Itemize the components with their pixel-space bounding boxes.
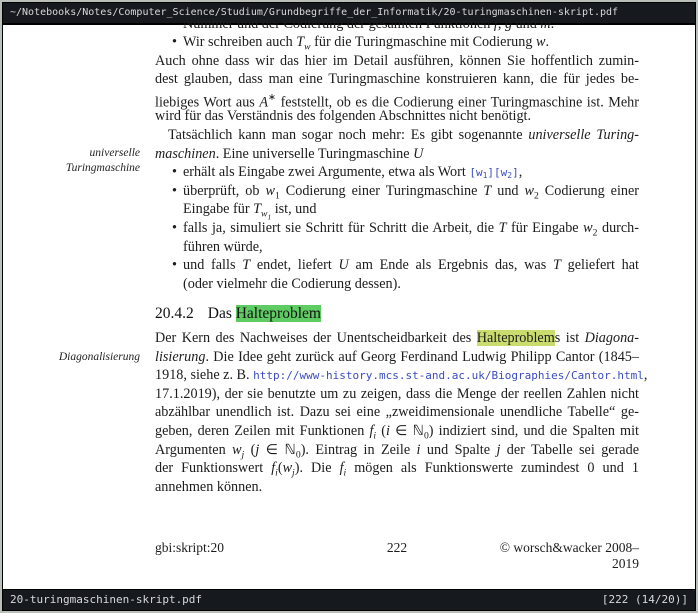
margin-note-line: universelle — [89, 147, 140, 159]
text-segment: Diagona- — [584, 330, 639, 346]
text-segment: , — [518, 164, 523, 181]
text-segment: w — [232, 441, 242, 458]
text-segment: s ist — [554, 330, 585, 346]
text-segment: Nummer und der Codierung der gesamten Funktionen — [183, 15, 494, 32]
text-segment: T — [242, 257, 251, 274]
text-line — [155, 200, 639, 222]
text-segment: U — [413, 145, 424, 162]
text-segment: ( — [277, 460, 283, 477]
margin-note-line: Diagonalisierung — [58, 351, 140, 363]
text-segment: 2 — [507, 171, 513, 181]
text-segment: . — [550, 15, 555, 32]
text-block — [155, 15, 648, 497]
text-segment: , — [643, 367, 648, 384]
text-segment: maschinen — [155, 145, 216, 162]
text-segment: [w — [494, 166, 508, 180]
text-line — [155, 348, 639, 367]
text-segment: T — [483, 182, 492, 199]
text-segment: 20.4.2 — [155, 305, 194, 323]
text-segment: endet, liefert — [250, 257, 339, 274]
text-segment: w — [265, 182, 275, 199]
text-segment: T — [553, 257, 561, 274]
pdf-viewer-window — [2, 2, 696, 611]
bullet-marker: • — [172, 220, 177, 237]
text-segment: j — [496, 441, 501, 458]
bullet-marker: • — [172, 164, 177, 181]
text-segment: 1 — [482, 171, 488, 181]
text-segment: ( — [376, 422, 386, 439]
text-segment: und falls — [183, 257, 243, 274]
text-segment: j — [241, 449, 245, 461]
bullet-marker: • — [172, 34, 177, 51]
text-segment: Argumenten — [155, 441, 233, 458]
text-segment: 1918, siehe z. B. — [155, 367, 254, 384]
text-line — [155, 52, 639, 71]
text-line — [155, 70, 639, 89]
text-segment: abzählbar unendlich ist. Dazu sei eine „zweidimensionale unendliche Tabelle“ ge- — [155, 404, 639, 421]
text-segment: . Eine universelle Turingmaschine — [215, 145, 414, 162]
text-segment: f — [271, 460, 276, 477]
text-line — [155, 145, 639, 164]
text-segment: erhält als Eingabe zwei Argumente, etwa als Wort — [183, 164, 470, 181]
text-segment: ] — [487, 166, 495, 180]
text-line — [155, 163, 639, 182]
text-segment: ( — [244, 441, 256, 458]
text-segment: i — [343, 467, 347, 479]
status-bar — [3, 589, 695, 610]
title-bar-path: ~/Notebooks/Notes/Computer_Science/Studium/Grundbegriffe_der_Informatik/20-turingmaschinen-skript.pdf — [10, 7, 619, 18]
page-footer — [155, 540, 639, 572]
text-line — [155, 329, 639, 348]
text-segment: (oder vielmehr die Codierung dessen). — [183, 275, 401, 292]
text-segment: dest glauben, dass man eine Turingmaschine konstruieren kann, die für jedes be- — [155, 71, 639, 88]
bullet-marker: • — [172, 182, 177, 199]
highlighted-text: Halteproblem — [235, 305, 321, 323]
text-segment: durch- — [597, 220, 639, 237]
text-segment: f — [369, 422, 374, 439]
text-segment: ] — [512, 166, 519, 180]
text-segment: ). Eintrag in Zeile — [300, 441, 417, 458]
text-line — [155, 182, 639, 201]
text-segment: ). Die — [294, 460, 340, 477]
text-segment: und — [491, 182, 525, 199]
pdf-page-canvas[interactable] — [3, 15, 695, 589]
text-segment: T — [296, 34, 305, 51]
text-segment: f — [339, 460, 344, 477]
text-segment: 0 — [295, 449, 301, 461]
margin-note — [3, 146, 140, 175]
text-segment: 0 — [423, 430, 429, 442]
status-bar-page-indicator: [222 (14/20)] — [601, 593, 688, 606]
text-segment: [w — [469, 166, 483, 180]
status-bar-filename: 20-turingmaschinen-skript.pdf — [10, 593, 203, 606]
text-segment: und — [512, 15, 541, 32]
text-line — [155, 385, 639, 404]
text-segment: i — [373, 430, 377, 442]
section-heading — [155, 305, 639, 324]
text-segment: 17.1.2019), der sie benutzte um zu zeigen, dass die Menge der reellen Zahlen nicht — [155, 385, 639, 402]
text-segment: Das — [207, 305, 236, 323]
text-line — [155, 441, 639, 460]
text-segment: 1 — [274, 190, 280, 202]
text-segment: A — [259, 94, 268, 111]
margin-note — [3, 350, 140, 365]
text-line — [155, 107, 639, 126]
bullet-marker: • — [172, 257, 177, 274]
text-segment: w — [536, 34, 546, 51]
text-line — [155, 33, 639, 52]
text-line — [155, 219, 639, 238]
text-segment: j — [255, 441, 260, 458]
text-segment: der Tabelle sei gerade — [500, 441, 639, 458]
footer-page-number: 222 — [386, 540, 408, 555]
text-segment: lisierung — [155, 348, 206, 365]
text-segment: ∈ ℕ — [389, 422, 424, 439]
text-segment: liebiges Wort aus — [155, 94, 260, 111]
text-segment: . — [545, 34, 550, 51]
text-segment: und Spalte — [420, 441, 497, 458]
text-segment: Tatsächlich kann man sogar noch mehr: Es gibt sogenannte — [168, 127, 529, 144]
text-segment: . Die Idee geht zurück auf Georg Ferdinand Ludwig Philipp Cantor (1845– — [205, 348, 639, 365]
text-segment: 2 — [592, 227, 598, 239]
text-segment: T — [253, 201, 262, 218]
text-segment: ∗ — [268, 91, 277, 103]
text-segment: falls ja, simuliert sie Schritt für Schritt die Arbeit, die — [183, 220, 499, 237]
text-segment: wird für das Verständnis des folgenden Abschnittes nicht benötigt. — [155, 108, 532, 125]
text-line — [155, 403, 639, 422]
text-segment: überprüft, ob — [183, 182, 266, 199]
text-segment: w — [304, 41, 311, 53]
text-segment: w — [583, 220, 593, 237]
text-segment: g — [504, 15, 513, 32]
text-segment: T — [498, 220, 507, 237]
text-segment: ist, und — [271, 201, 317, 218]
text-segment: am Ende als Ergebnis das, was — [348, 257, 553, 274]
text-line — [155, 89, 639, 111]
text-segment: f — [493, 15, 498, 32]
text-segment: , — [497, 15, 505, 32]
text-segment: geben, deren Zeilen mit Funktionen — [155, 422, 370, 439]
text-line — [155, 422, 639, 441]
text-segment: führen würde, — [183, 238, 263, 255]
text-segment: Wir schreiben auch — [183, 34, 297, 51]
text-segment: Codierung einer — [538, 182, 639, 199]
text-segment: i — [275, 467, 278, 479]
url-link[interactable]: http://www-history.mcs.st-and.ac.uk/Biographies/Cantor.html — [253, 369, 644, 383]
text-segment: für die Turingmaschine mit Codierung — [310, 34, 537, 51]
text-segment: i — [385, 422, 390, 439]
text-segment: Der Kern des Nachweises der Unentscheidbarkeit des — [155, 330, 477, 346]
text-segment: mögen als Funktionswerte zumindest 0 und 1 — [346, 460, 639, 477]
text-segment: 2 — [533, 190, 539, 202]
text-segment: m — [540, 15, 551, 32]
margin-note-line: Turingmaschine — [65, 161, 140, 174]
footer-document-id: gbi:skript:20 — [155, 540, 225, 555]
text-line — [155, 275, 639, 294]
text-segment: annehmen können. — [155, 478, 263, 495]
text-segment: universelle Turing- — [528, 127, 639, 144]
text-segment: w — [282, 460, 293, 477]
highlighted-text: Halteproblem — [476, 330, 555, 346]
text-line — [155, 238, 639, 257]
text-segment: Eingabe für — [183, 201, 254, 218]
text-segment: U — [338, 257, 349, 274]
text-segment: Auch ohne dass wir das hier im Detail ausführen, können Sie hoffentlich zumin- — [155, 52, 639, 69]
text-segment: ) indiziert sind, und die Spalten mit — [428, 422, 639, 439]
text-segment: i — [416, 441, 421, 458]
text-segment: 1 — [267, 212, 272, 222]
text-line — [155, 459, 639, 478]
text-segment: feststellt, ob es die Codierung einer Turingmaschine ist. Mehr — [276, 94, 639, 111]
text-line — [155, 366, 648, 385]
text-segment: für Eingabe — [506, 220, 584, 237]
text-segment: j — [292, 467, 295, 479]
text-segment: w — [524, 182, 534, 199]
text-segment: ∈ ℕ — [259, 441, 296, 458]
text-segment: geliefert hat — [560, 257, 639, 274]
text-line — [155, 15, 639, 34]
text-segment: der Funktionswert — [155, 460, 272, 477]
text-line — [155, 256, 639, 275]
footer-copyright: © worsch&wacker 2008–2019 — [499, 540, 639, 571]
text-segment: Codierung einer Turingmaschine — [279, 182, 484, 199]
text-line — [155, 478, 639, 497]
text-line — [155, 126, 639, 145]
text-segment: w — [261, 209, 268, 221]
